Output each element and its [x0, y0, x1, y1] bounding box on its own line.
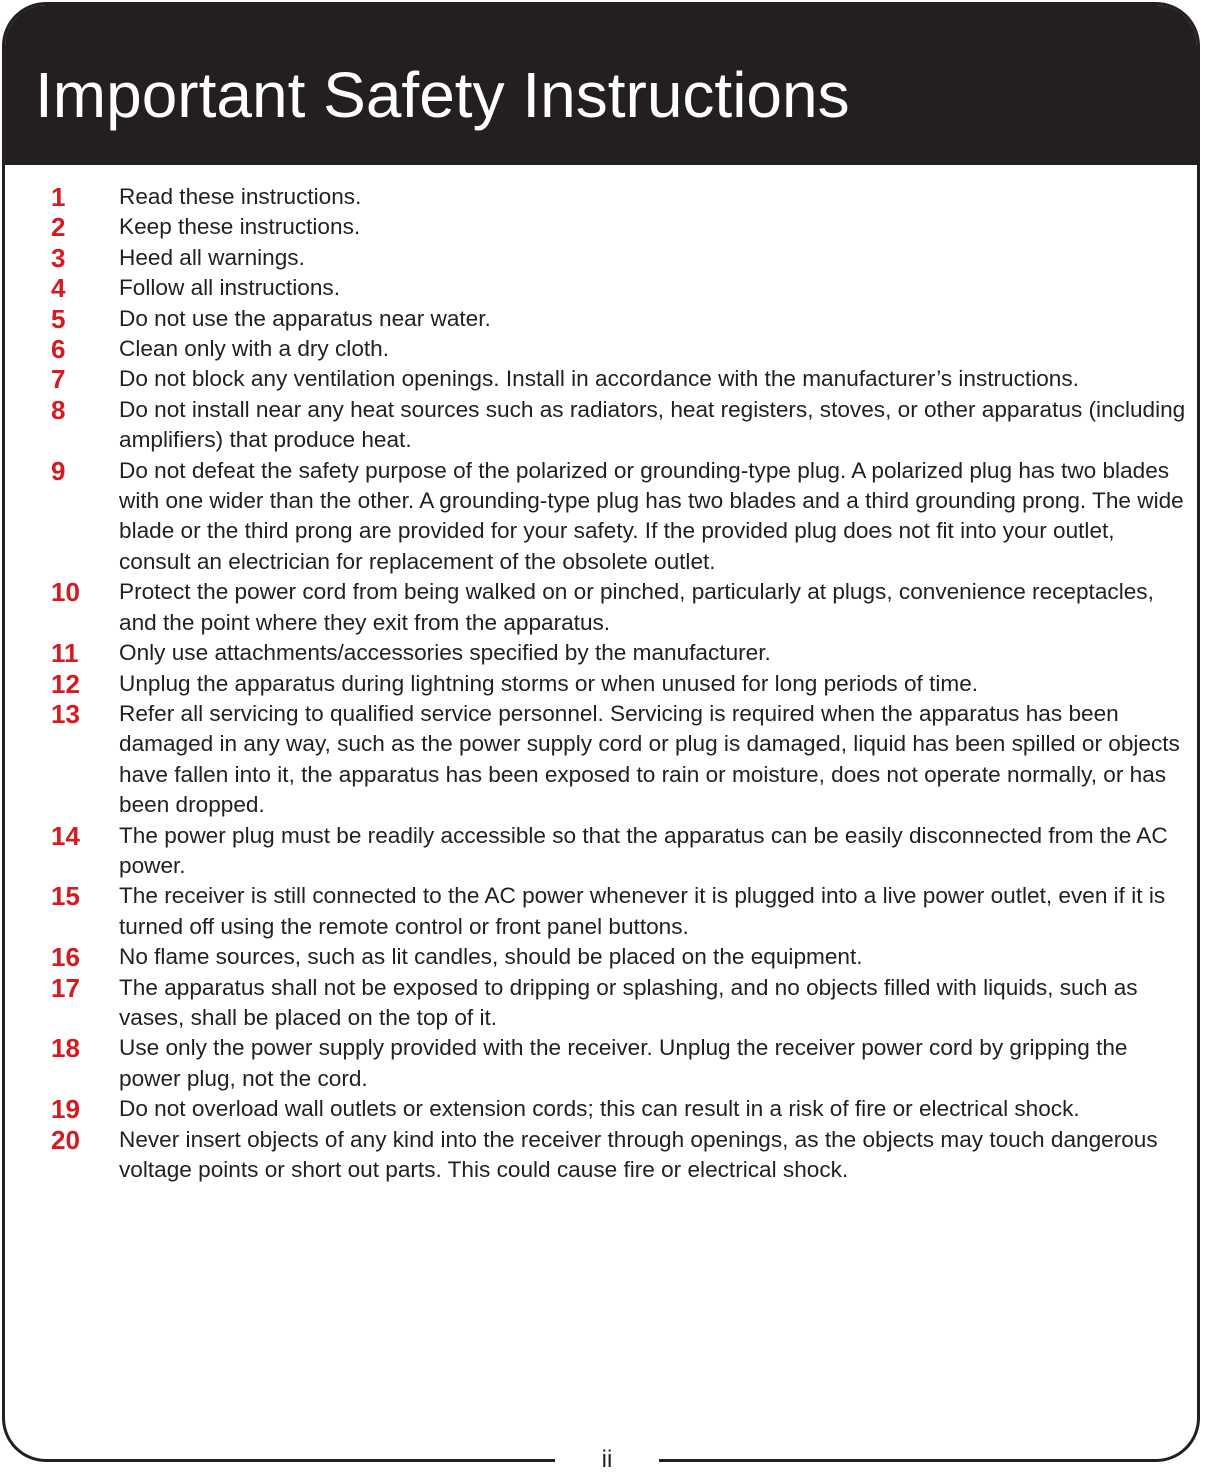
item-number: 19 [51, 1094, 80, 1125]
item-number: 18 [51, 1033, 80, 1064]
list-item [51, 212, 1191, 242]
item-text: Unplug the apparatus during lightning storms or when unused for long periods of time. [119, 670, 979, 696]
list-item [51, 456, 1191, 578]
list-item [51, 243, 1191, 273]
list-item [51, 638, 1191, 668]
list-item [51, 821, 1191, 882]
list-item [51, 364, 1191, 394]
item-number: 14 [51, 820, 80, 851]
list-item [51, 577, 1191, 638]
item-number: 9 [51, 455, 66, 486]
item-number: 10 [51, 577, 80, 608]
item-text: Use only the power supply provided with the receiver. Unplug the receiver power cord by gripping the power plug, not the cord. [119, 1035, 1128, 1091]
item-text: Only use attachments/accessories specified by the manufacturer. [119, 640, 771, 666]
list-item [51, 395, 1191, 456]
item-number: 6 [51, 334, 66, 365]
item-text: Do not use the apparatus near water. [119, 305, 491, 331]
item-text: Clean only with a dry cloth. [119, 336, 389, 362]
item-text: Do not overload wall outlets or extension cords; this can result in a risk of fire or electrical shock. [119, 1096, 1080, 1122]
list-item [51, 304, 1191, 334]
list-item [51, 669, 1191, 699]
item-text: Follow all instructions. [119, 275, 340, 301]
list-item [51, 273, 1191, 303]
list-item [51, 973, 1191, 1034]
item-text: The apparatus shall not be exposed to dripping or splashing, and no objects filled with liquids, such as vases, shall be placed on the top of it. [119, 974, 1138, 1030]
item-number: 20 [51, 1124, 80, 1155]
page-title: Important Safety Instructions [35, 59, 850, 131]
item-text: The power plug must be readily accessible so that the apparatus can be easily disconnected from the AC power. [119, 822, 1168, 878]
item-number: 2 [51, 212, 66, 243]
item-number: 5 [51, 303, 66, 334]
item-text: Refer all servicing to qualified service personnel. Servicing is required when the apparatus has been damaged in any way, such as the power supply cord or plug is damaged, liquid has been spilled or objects have fallen into it, the apparatus has been exposed to rain or moisture, does not operate normally, or has been dropped. [119, 700, 1180, 818]
page-number: ii [601, 1446, 613, 1473]
item-text: The receiver is still connected to the AC power whenever it is plugged into a live power outlet, even if it is turned off using the remote control or front panel buttons. [119, 883, 1166, 939]
item-number: 4 [51, 273, 66, 304]
item-text: Never insert objects of any kind into the receiver through openings, as the objects may touch dangerous voltage points or short out parts. This could cause fire or electrical shock. [119, 1126, 1158, 1182]
item-number: 11 [51, 638, 79, 669]
item-text: Do not defeat the safety purpose of the polarized or grounding-type plug. A polarized plug has two blades with one wider than the other. A grounding-type plug has two blades and a third grounding prong. The wide blade or the third prong are provided for your safety. If the provided plug does not fit into your outlet, consult an electrician for replacement of the obsolete outlet. [119, 457, 1184, 574]
item-number: 15 [51, 881, 80, 912]
item-text: Do not install near any heat sources such as radiators, heat registers, stoves, or other apparatus (including amplifiers) that produce heat. [119, 396, 1186, 453]
title-banner [5, 5, 1197, 165]
item-number: 13 [51, 698, 80, 729]
item-text: Heed all warnings. [119, 244, 305, 270]
list-item [51, 334, 1191, 364]
item-text: Do not block any ventilation openings. Install in accordance with the manufacturer’s instructions. [119, 366, 1079, 392]
list-item [51, 1094, 1191, 1124]
list-item [51, 881, 1191, 942]
list-item [51, 1033, 1191, 1094]
item-number: 8 [51, 394, 66, 425]
item-text: No flame sources, such as lit candles, should be placed on the equipment. [119, 944, 863, 970]
list-item [51, 1125, 1191, 1186]
item-number: 16 [51, 942, 80, 973]
item-text: Keep these instructions. [119, 214, 361, 240]
list-item [51, 942, 1191, 972]
item-number: 3 [51, 242, 66, 273]
list-item [51, 699, 1191, 821]
list-item [51, 182, 1191, 212]
item-number: 7 [51, 364, 66, 395]
item-number: 1 [51, 182, 66, 212]
item-text: Read these instructions. [119, 184, 362, 209]
page-frame [2, 2, 1200, 1462]
item-text: Protect the power cord from being walked on or pinched, particularly at plugs, convenience receptacles, and the point where they exit from the apparatus. [119, 579, 1154, 635]
safety-instruction-list [51, 182, 1191, 1185]
item-number: 17 [51, 972, 80, 1003]
item-number: 12 [51, 668, 80, 699]
